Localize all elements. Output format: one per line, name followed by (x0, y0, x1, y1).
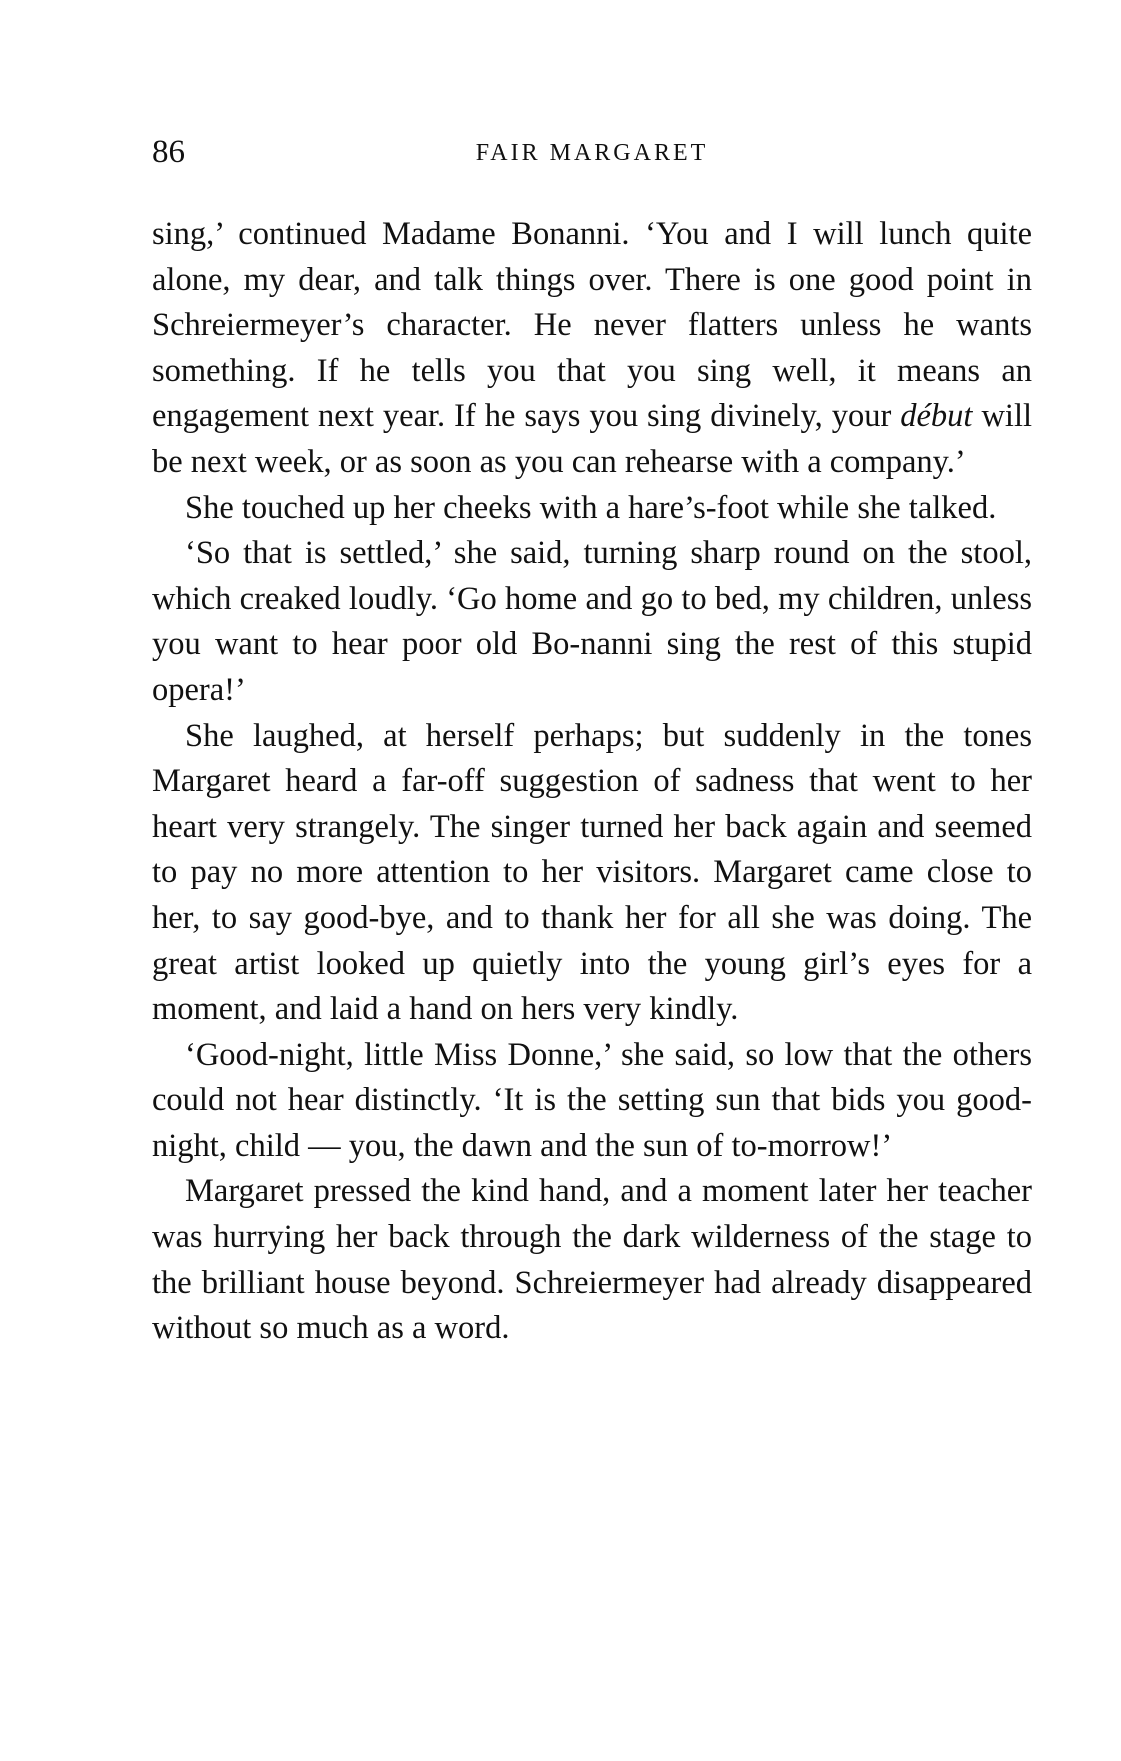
paragraph-4: She laughed, at herself perhaps; but suddenly in the tones Margaret heard a far-off suggestion of sadness that went to her heart very strangely. The singer turned her back again and seemed to pay no more attention to her visitors. Margaret came close to her, to say good-bye, and to thank her for all she was doing. The great artist looked up quietly into the young girl’s eyes for a moment, and laid a hand on hers very kindly. (152, 717, 1032, 1028)
paragraph-2: She touched up her cheeks with a hare’s-foot while she talked. (185, 489, 997, 526)
italic-word: début (900, 398, 973, 435)
body-text (152, 212, 1032, 1352)
paragraph-6: Margaret pressed the kind hand, and a moment later her teacher was hurrying her back through the dark wilderness of the stage to the brilliant house beyond. Schreiermeyer had already disappeared without so much as a word. (152, 1173, 1032, 1347)
paragraph-5: ‘Good-night, little Miss Donne,’ she said, so low that the others could not hear distinctly. ‘It is the setting sun that bids you good-night, child — you, the dawn and the sun of to-morrow!’ (152, 1036, 1032, 1164)
paragraph-1-text-end: will be next week, or as soon as you can rehearse with a company.’ (152, 398, 1032, 480)
paragraph-1 (152, 212, 1032, 486)
paragraph-3: ‘So that is settled,’ she said, turning sharp round on the stool, which creaked loudly. ‘Go home and go to bed, my children, unless you want to hear poor old Bo-nanni sing the rest of this stupid opera!’ (152, 535, 1032, 708)
page-header (152, 132, 1032, 182)
page-number: 86 (152, 134, 185, 170)
running-title: FAIR MARGARET (475, 140, 709, 166)
paragraph-1-text-start: sing,’ continued Madame Bonanni. ‘You and I will lunch quite alone, my dear, and talk things over. There is one good point in Schreiermeyer’s character. He never flatters unless he wants something. If he tells you that you sing well, it means an engagement next year. If he says you sing divinely, your (152, 216, 1032, 435)
